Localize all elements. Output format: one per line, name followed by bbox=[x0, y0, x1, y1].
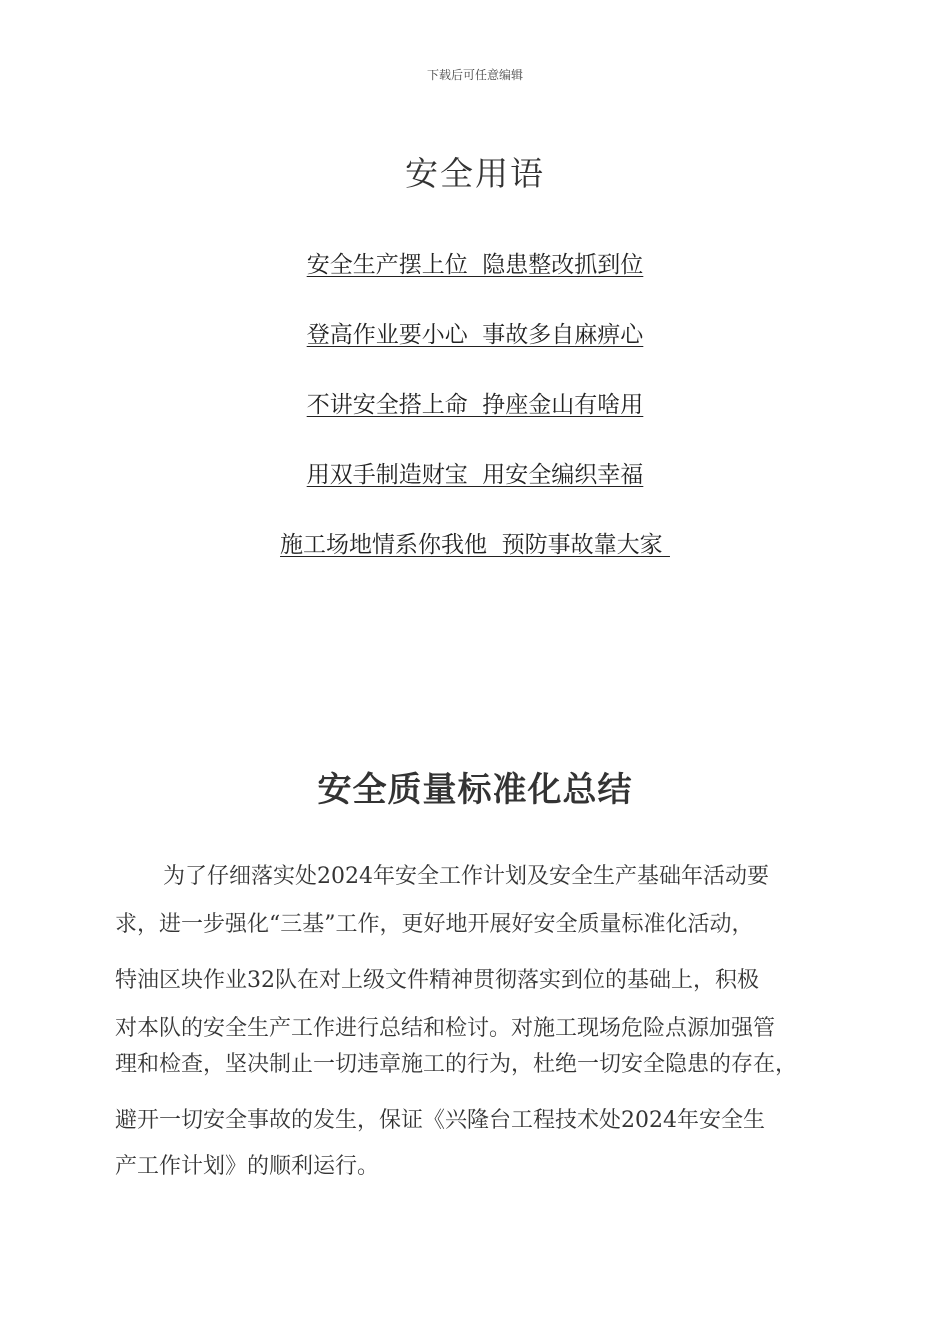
summary-title: 安全质量标准化总结 bbox=[317, 770, 633, 810]
summary-line: 理和检查，坚决制止一切违章施工的行为，杜绝一切安全隐患的存在， bbox=[115, 1052, 798, 1077]
summary-line: 对本队的安全生产工作进行总结和检讨。对施工现场危险点源加强管 bbox=[115, 1016, 776, 1041]
summary-line: 避开一切安全事故的发生，保证《兴隆台工程技术处2024年安全生 bbox=[115, 1108, 765, 1133]
slogan-line bbox=[0, 390, 950, 420]
slogan-line bbox=[0, 320, 950, 350]
slogan-line bbox=[0, 460, 950, 490]
summary-line: 为了仔细落实处2024年安全工作计划及安全生产基础年活动要 bbox=[163, 864, 769, 889]
slogan-text: 登高作业要小心 事故多自麻痹心 bbox=[306, 322, 644, 348]
summary-line: 求，进一步强化“三基”工作，更好地开展好安全质量标准化活动， bbox=[115, 912, 754, 937]
slogan-line bbox=[0, 530, 950, 560]
slogan-text: 安全生产摆上位 隐患整改抓到位 bbox=[306, 252, 644, 278]
header-note: 下载后可任意编辑 bbox=[426, 68, 523, 82]
slogan-text: 不讲安全搭上命 挣座金山有啥用 bbox=[306, 392, 644, 418]
slogans-title: 安全用语 bbox=[405, 154, 545, 193]
slogan-text: 施工场地情系你我他 预防事故靠大家 bbox=[280, 532, 670, 558]
slogan-text: 用双手制造财宝 用安全编织幸福 bbox=[306, 462, 644, 488]
summary-line: 产工作计划》的顺利运行。 bbox=[115, 1154, 380, 1179]
slogan-line bbox=[0, 250, 950, 280]
summary-line: 特油区块作业32队在对上级文件精神贯彻落实到位的基础上，积极 bbox=[115, 968, 759, 993]
